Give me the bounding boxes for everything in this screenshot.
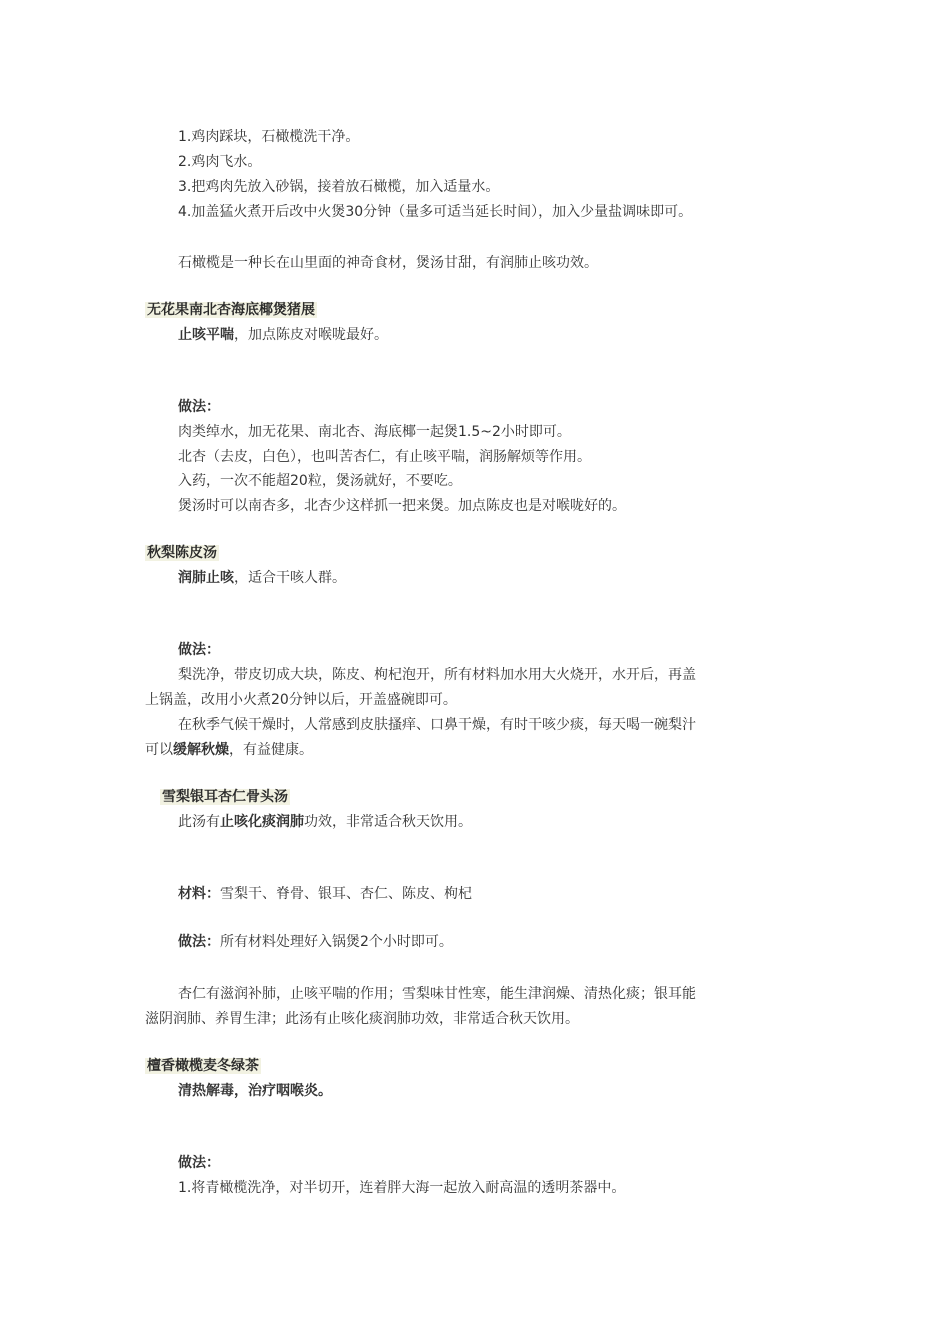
- recipe-intro: [178, 325, 388, 345]
- method-line: 上锅盖，改用小火煮20分钟以后，开盖盛碗即可。: [145, 692, 457, 708]
- paragraph-line: 在秋季气候干燥时，人常感到皮肤搔痒、口鼻干燥，有时干咳少痰，每天喝一碗梨汁: [178, 717, 696, 733]
- materials-text: 雪梨干、脊骨、银耳、杏仁、陈皮、枸杞: [220, 886, 472, 902]
- method-text: 所有材料处理好入锅煲2个小时即可。: [220, 934, 453, 950]
- method-label: 做法：: [178, 1155, 220, 1171]
- paragraph-line: 滋阴润肺、养胃生津；此汤有止咳化痰润肺功效，非常适合秋天饮用。: [145, 1011, 579, 1027]
- text: ，有益健康。: [229, 742, 313, 758]
- method-label: 做法：: [178, 642, 220, 658]
- text: 可以: [145, 742, 173, 758]
- recipe-title-text: 檀香橄榄麦冬绿茶: [147, 1058, 259, 1074]
- paragraph-line: 杏仁有滋润补肺，止咳平喘的作用；雪梨味甘性寒，能生津润燥、清热化痰；银耳能: [178, 986, 696, 1002]
- intro-text: ，加点陈皮对喉咙最好。: [234, 327, 388, 343]
- recipe-intro: [178, 812, 472, 832]
- intro-bold: 止咳平喘: [178, 327, 234, 343]
- method-line: 北杏（去皮，白色），也叫苦杏仁，有止咳平喘，润肠解烦等作用。: [178, 449, 591, 465]
- paragraph: 石橄榄是一种长在山里面的神奇食材，煲汤甘甜，有润肺止咳功效。: [178, 255, 598, 271]
- method-line: [178, 932, 453, 952]
- method-line: 梨洗净，带皮切成大块，陈皮、枸杞泡开，所有材料加水用大火烧开，水开后，再盖: [178, 667, 696, 683]
- recipe-title: [145, 543, 219, 563]
- step-line: 3.把鸡肉先放入砂锅，接着放石橄榄，加入适量水。: [178, 179, 500, 195]
- paragraph-line: [145, 740, 313, 760]
- recipe-title-text: 雪梨银耳杏仁骨头汤: [162, 789, 288, 805]
- intro-text: 此汤有: [178, 814, 220, 830]
- text-bold: 缓解秋燥: [173, 742, 229, 758]
- materials-line: [178, 884, 472, 904]
- step-line: 4.加盖猛火煮开后改中火煲30分钟（量多可适当延长时间），加入少量盐调味即可。: [178, 204, 693, 220]
- intro-bold: 润肺止咳: [178, 570, 234, 586]
- recipe-intro: [178, 568, 346, 588]
- method-label: 做法：: [178, 399, 220, 415]
- method-label: 做法：: [178, 934, 220, 950]
- method-line: 1.将青橄榄洗净，对半切开，连着胖大海一起放入耐高温的透明茶器中。: [178, 1180, 626, 1196]
- step-line: 2.鸡肉飞水。: [178, 154, 262, 170]
- intro-bold: 止咳化痰润肺: [220, 814, 304, 830]
- intro-text: 功效，非常适合秋天饮用。: [304, 814, 472, 830]
- method-line: 入药，一次不能超20粒，煲汤就好，不要吃。: [178, 473, 462, 489]
- recipe-title-text: 秋梨陈皮汤: [147, 545, 217, 561]
- recipe-title: [145, 300, 317, 320]
- recipe-title: [145, 1056, 261, 1076]
- method-line: 肉类绰水，加无花果、南北杏、海底椰一起煲1.5~2小时即可。: [178, 424, 571, 440]
- materials-label: 材料：: [178, 886, 220, 902]
- intro-text: ，适合干咳人群。: [234, 570, 346, 586]
- recipe-title-text: 无花果南北杏海底椰煲猪展: [147, 302, 315, 318]
- recipe-intro: 清热解毒，治疗咽喉炎。: [178, 1083, 332, 1099]
- step-line: 1.鸡肉踩块，石橄榄洗干净。: [178, 129, 360, 145]
- recipe-title: [160, 787, 290, 807]
- method-line: 煲汤时可以南杏多，北杏少这样抓一把来煲。加点陈皮也是对喉咙好的。: [178, 498, 626, 514]
